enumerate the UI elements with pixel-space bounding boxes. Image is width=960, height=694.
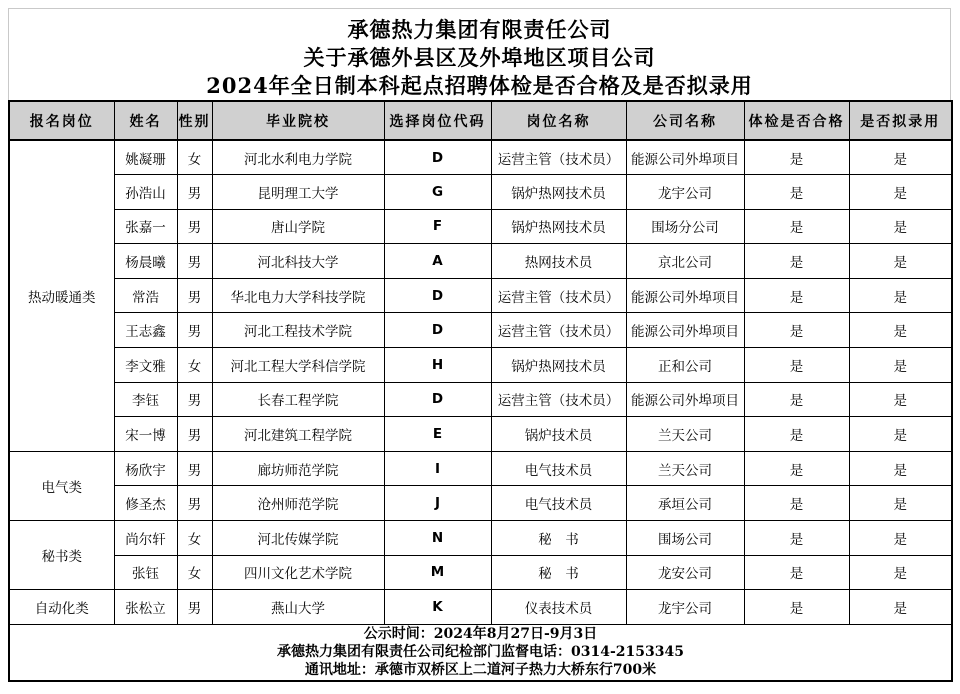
header-applied-category: 报名岗位 <box>9 101 114 140</box>
position-cell: 秘 书 <box>491 555 626 590</box>
table-row <box>9 590 952 625</box>
name-cell: 修圣杰 <box>114 486 177 521</box>
company-cell: 兰天公司 <box>626 451 744 486</box>
school-cell: 廊坊师范学院 <box>212 451 384 486</box>
name-cell: 张钰 <box>114 555 177 590</box>
table-row <box>9 209 952 244</box>
code-cell: N <box>384 521 491 556</box>
school-cell: 昆明理工大学 <box>212 175 384 210</box>
position-cell: 仪表技术员 <box>491 590 626 625</box>
name-cell: 王志鑫 <box>114 313 177 348</box>
school-cell: 河北传媒学院 <box>212 521 384 556</box>
code-cell: H <box>384 348 491 383</box>
position-cell: 运营主管（技术员） <box>491 278 626 313</box>
name-cell: 李钰 <box>114 382 177 417</box>
name-cell: 杨晨曦 <box>114 244 177 279</box>
name-cell: 常浩 <box>114 278 177 313</box>
exam-pass-cell: 是 <box>744 278 849 313</box>
exam-pass-cell: 是 <box>744 590 849 625</box>
code-cell: M <box>384 555 491 590</box>
code-cell: J <box>384 486 491 521</box>
exam-pass-cell: 是 <box>744 451 849 486</box>
header-exam-pass: 体检是否合格 <box>744 101 849 140</box>
category-cell: 电气类 <box>9 451 114 520</box>
company-cell: 龙安公司 <box>626 555 744 590</box>
school-cell: 河北科技大学 <box>212 244 384 279</box>
school-cell: 河北水利电力学院 <box>212 140 384 175</box>
document-title <box>8 8 951 100</box>
exam-pass-cell: 是 <box>744 175 849 210</box>
table-row <box>9 140 952 175</box>
company-cell: 能源公司外埠项目 <box>626 278 744 313</box>
table-footer-row <box>9 624 952 680</box>
position-cell: 锅炉热网技术员 <box>491 348 626 383</box>
gender-cell: 男 <box>177 590 212 625</box>
exam-pass-cell: 是 <box>744 244 849 279</box>
category-cell: 秘书类 <box>9 521 114 590</box>
code-cell: D <box>384 278 491 313</box>
name-cell: 姚凝珊 <box>114 140 177 175</box>
company-cell: 京北公司 <box>626 244 744 279</box>
table-row <box>9 521 952 556</box>
code-cell: K <box>384 590 491 625</box>
position-cell: 秘 书 <box>491 521 626 556</box>
code-cell: A <box>384 244 491 279</box>
gender-cell: 男 <box>177 417 212 452</box>
school-cell: 燕山大学 <box>212 590 384 625</box>
header-name: 姓名 <box>114 101 177 140</box>
company-cell: 龙宇公司 <box>626 175 744 210</box>
exam-pass-cell: 是 <box>744 555 849 590</box>
position-cell: 运营主管（技术员） <box>491 382 626 417</box>
gender-cell: 男 <box>177 313 212 348</box>
code-cell: I <box>384 451 491 486</box>
exam-pass-cell: 是 <box>744 486 849 521</box>
position-cell: 锅炉热网技术员 <box>491 209 626 244</box>
code-cell: D <box>384 313 491 348</box>
hired-cell: 是 <box>849 417 952 452</box>
hired-cell: 是 <box>849 521 952 556</box>
hired-cell: 是 <box>849 382 952 417</box>
gender-cell: 女 <box>177 140 212 175</box>
footer-public-period: 公示时间：2024年8月27日-9月3日 <box>363 625 598 642</box>
header-hired: 是否拟录用 <box>849 101 952 140</box>
company-cell: 能源公司外埠项目 <box>626 382 744 417</box>
code-cell: D <box>384 382 491 417</box>
header-position-name: 岗位名称 <box>491 101 626 140</box>
hired-cell: 是 <box>849 451 952 486</box>
hired-cell: 是 <box>849 486 952 521</box>
code-cell: F <box>384 209 491 244</box>
gender-cell: 男 <box>177 451 212 486</box>
title-company-name: 承德热力集团有限责任公司 <box>347 17 612 42</box>
school-cell: 沧州师范学院 <box>212 486 384 521</box>
table-row <box>9 451 952 486</box>
exam-pass-cell: 是 <box>744 140 849 175</box>
table-row <box>9 244 952 279</box>
table-row <box>9 175 952 210</box>
title-subject-line: 关于承德外县区及外埠地区项目公司 <box>303 45 656 70</box>
name-cell: 张松立 <box>114 590 177 625</box>
exam-pass-cell: 是 <box>744 521 849 556</box>
header-school: 毕业院校 <box>212 101 384 140</box>
table-row <box>9 486 952 521</box>
table-row <box>9 555 952 590</box>
name-cell: 李文雅 <box>114 348 177 383</box>
hired-cell: 是 <box>849 348 952 383</box>
hired-cell: 是 <box>849 555 952 590</box>
company-cell: 能源公司外埠项目 <box>626 140 744 175</box>
school-cell: 华北电力大学科技学院 <box>212 278 384 313</box>
gender-cell: 女 <box>177 521 212 556</box>
name-cell: 宋一博 <box>114 417 177 452</box>
gender-cell: 男 <box>177 209 212 244</box>
footer-notes <box>9 624 952 680</box>
school-cell: 四川文化艺术学院 <box>212 555 384 590</box>
gender-cell: 男 <box>177 486 212 521</box>
category-cell: 自动化类 <box>9 590 114 625</box>
title-year-line: 2024年全日制本科起点招聘体检是否合格及是否拟录用 <box>206 73 753 98</box>
header-company-name: 公司名称 <box>626 101 744 140</box>
table-row <box>9 417 952 452</box>
company-cell: 承垣公司 <box>626 486 744 521</box>
position-cell: 锅炉技术员 <box>491 417 626 452</box>
school-cell: 长春工程学院 <box>212 382 384 417</box>
company-cell: 围场公司 <box>626 521 744 556</box>
footer-mailing-address: 通讯地址：承德市双桥区上二道河子热力大桥东行700米 <box>304 662 657 679</box>
gender-cell: 女 <box>177 348 212 383</box>
code-cell: G <box>384 175 491 210</box>
hired-cell: 是 <box>849 140 952 175</box>
hired-cell: 是 <box>849 209 952 244</box>
table-header-row <box>9 101 952 140</box>
exam-pass-cell: 是 <box>744 313 849 348</box>
position-cell: 电气技术员 <box>491 486 626 521</box>
exam-pass-cell: 是 <box>744 348 849 383</box>
category-cell: 热动暖通类 <box>9 140 114 451</box>
gender-cell: 男 <box>177 278 212 313</box>
school-cell: 河北建筑工程学院 <box>212 417 384 452</box>
gender-cell: 女 <box>177 555 212 590</box>
name-cell: 杨欣宇 <box>114 451 177 486</box>
name-cell: 孙浩山 <box>114 175 177 210</box>
position-cell: 锅炉热网技术员 <box>491 175 626 210</box>
name-cell: 尚尔轩 <box>114 521 177 556</box>
footer-supervision-phone: 承德热力集团有限责任公司纪检部门监督电话：0314-2153345 <box>277 644 684 661</box>
hired-cell: 是 <box>849 244 952 279</box>
gender-cell: 男 <box>177 244 212 279</box>
table-row <box>9 348 952 383</box>
recruitment-result-table <box>8 100 953 682</box>
position-cell: 运营主管（技术员） <box>491 313 626 348</box>
company-cell: 围场分公司 <box>626 209 744 244</box>
exam-pass-cell: 是 <box>744 209 849 244</box>
hired-cell: 是 <box>849 175 952 210</box>
position-cell: 运营主管（技术员） <box>491 140 626 175</box>
hired-cell: 是 <box>849 590 952 625</box>
code-cell: E <box>384 417 491 452</box>
school-cell: 河北工程大学科信学院 <box>212 348 384 383</box>
gender-cell: 男 <box>177 175 212 210</box>
position-cell: 电气技术员 <box>491 451 626 486</box>
table-row <box>9 278 952 313</box>
header-gender: 性别 <box>177 101 212 140</box>
code-cell: D <box>384 140 491 175</box>
position-cell: 热网技术员 <box>491 244 626 279</box>
exam-pass-cell: 是 <box>744 382 849 417</box>
company-cell: 兰天公司 <box>626 417 744 452</box>
gender-cell: 男 <box>177 382 212 417</box>
school-cell: 河北工程技术学院 <box>212 313 384 348</box>
company-cell: 正和公司 <box>626 348 744 383</box>
company-cell: 龙宇公司 <box>626 590 744 625</box>
table-row <box>9 313 952 348</box>
header-position-code: 选择岗位代码 <box>384 101 491 140</box>
hired-cell: 是 <box>849 313 952 348</box>
company-cell: 能源公司外埠项目 <box>626 313 744 348</box>
exam-pass-cell: 是 <box>744 417 849 452</box>
hired-cell: 是 <box>849 278 952 313</box>
table-row <box>9 382 952 417</box>
school-cell: 唐山学院 <box>212 209 384 244</box>
announcement-sheet <box>8 8 951 682</box>
name-cell: 张嘉一 <box>114 209 177 244</box>
